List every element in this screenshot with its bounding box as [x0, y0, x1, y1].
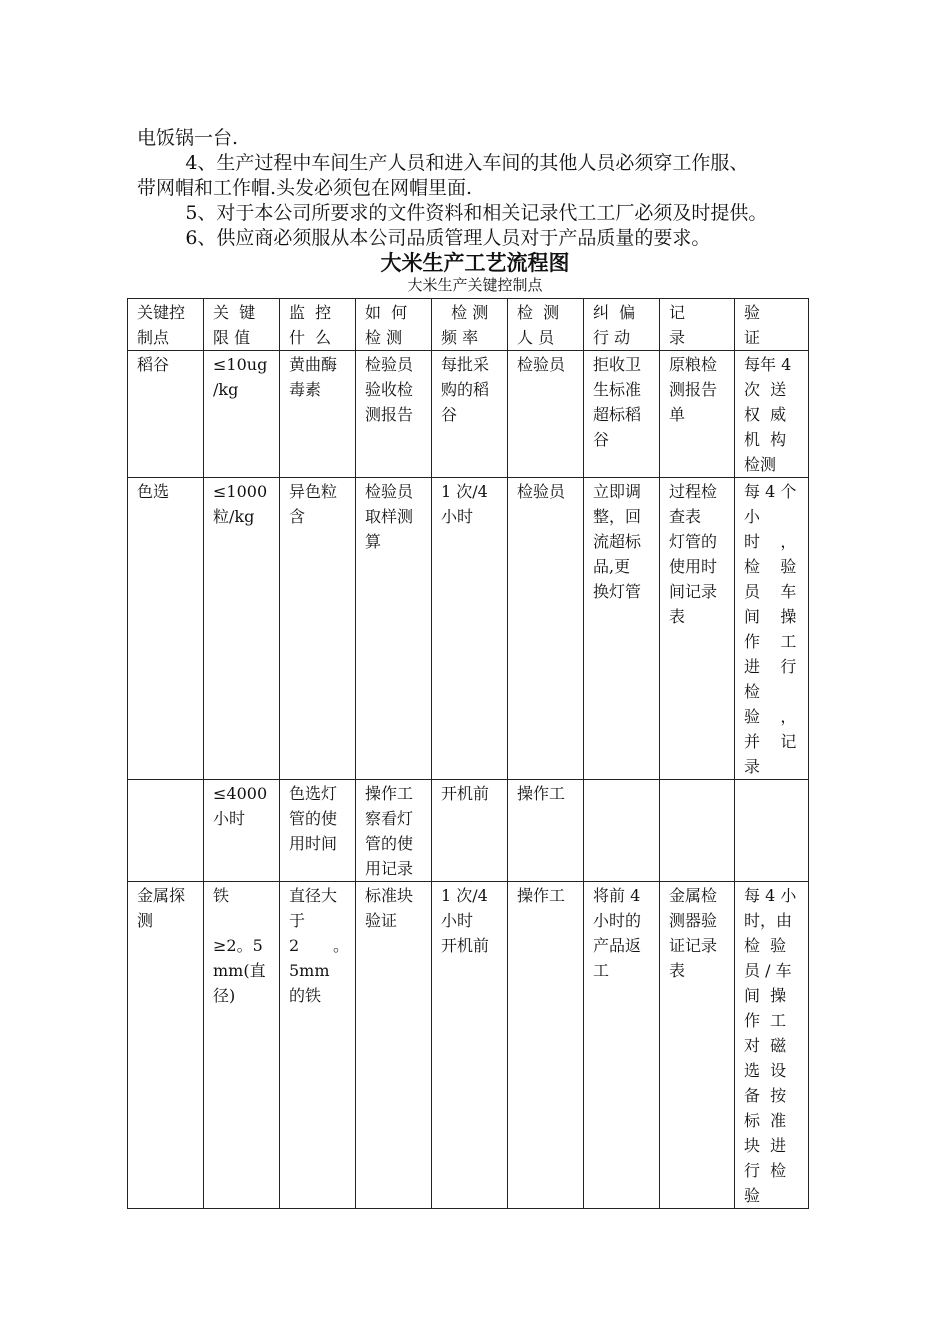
table-cell: 检验员 验收检 测报告 [356, 351, 432, 478]
header-cell: 检 测 频 率 [432, 299, 508, 351]
paragraph-1: 电饭锅一台. [137, 127, 239, 149]
table-cell: 立即调 整，回 流超标 品,更 换灯管 [584, 478, 660, 780]
table-cell: 检验员 [508, 478, 584, 780]
table-cell: 开机前 [432, 780, 508, 882]
table-cell: 色选 [128, 478, 204, 780]
table-cell: ≤10ug /kg [204, 351, 280, 478]
header-cell: 关 键 限 值 [204, 299, 280, 351]
table-cell: 每 4 个 小 时 ， 检 验 员 车 间 操 作 工 进 行 检 验 ， 并 记 录 [735, 478, 809, 780]
table-cell: 异色粒 含 [280, 478, 356, 780]
table-cell: 铁 ≥2。5 mm(直 径) [204, 882, 280, 1209]
table-cell: 操作工 [508, 780, 584, 882]
table-cell: 1 次/4 小时 开机前 [432, 882, 508, 1209]
table-cell: 将前 4 小时的 产品返 工 [584, 882, 660, 1209]
document-title: 大米生产工艺流程图 [380, 251, 570, 275]
table-row [128, 780, 809, 882]
table-cell: 金属探 测 [128, 882, 204, 1209]
header-cell: 纠 偏 行 动 [584, 299, 660, 351]
table-cell: 检验员 [508, 351, 584, 478]
table-cell [128, 780, 204, 882]
table-cell: 金属检 测器验 证记录 表 [660, 882, 735, 1209]
table-cell [584, 780, 660, 882]
table-cell: ≤1000 粒/kg [204, 478, 280, 780]
table-header-row [128, 299, 809, 351]
table-row [128, 351, 809, 478]
table-cell: 标准块 验证 [356, 882, 432, 1209]
paragraph-2: 4、生产过程中车间生产人员和进入车间的其他人员必须穿工作服、 [137, 152, 749, 174]
critical-control-points-table [127, 298, 809, 1209]
table-cell: 每批采 购的稻 谷 [432, 351, 508, 478]
header-cell: 记 录 [660, 299, 735, 351]
paragraph-3: 带网帽和工作帽.头发必须包在网帽里面. [137, 177, 473, 199]
table-cell [735, 780, 809, 882]
header-cell: 监 控 什 么 [280, 299, 356, 351]
table-cell: 每 4 小 时，由 检 验 员 / 车 间 操 作 工 对 磁 选 设 备 按 标 准 块 进 行 检 验 [735, 882, 809, 1209]
table-cell: 拒收卫 生标准 超标稻 谷 [584, 351, 660, 478]
table-cell: 操作工 [508, 882, 584, 1209]
table-cell: 稻谷 [128, 351, 204, 478]
table-row [128, 478, 809, 780]
paragraph-4: 5、对于本公司所要求的文件资料和相关记录代工工厂必须及时提供。 [137, 202, 768, 224]
table-cell: 过程检 查表 灯管的 使用时 间记录 表 [660, 478, 735, 780]
table-caption: 大米生产关键控制点 [407, 276, 543, 294]
table-cell: 每年 4 次 送 权 威 机 构 检测 [735, 351, 809, 478]
table-cell [660, 780, 735, 882]
header-cell: 验 证 [735, 299, 809, 351]
table-cell: 操作工 察看灯 管的使 用记录 [356, 780, 432, 882]
table-cell: ≤4000 小时 [204, 780, 280, 882]
header-cell: 如 何 检 测 [356, 299, 432, 351]
paragraph-5: 6、供应商必须服从本公司品质管理人员对于产品质量的要求。 [137, 227, 711, 249]
table-cell: 检验员 取样测 算 [356, 478, 432, 780]
header-cell: 关键控 制点 [128, 299, 204, 351]
table-cell: 原粮检 测报告 单 [660, 351, 735, 478]
header-cell: 检 测 人 员 [508, 299, 584, 351]
table-row [128, 882, 809, 1209]
table-cell: 色选灯 管的使 用时间 [280, 780, 356, 882]
table-cell: 黄曲酶 毒素 [280, 351, 356, 478]
table-cell: 直径大 于 2。5mm 的铁 [280, 882, 356, 1209]
table-cell: 1 次/4 小时 [432, 478, 508, 780]
